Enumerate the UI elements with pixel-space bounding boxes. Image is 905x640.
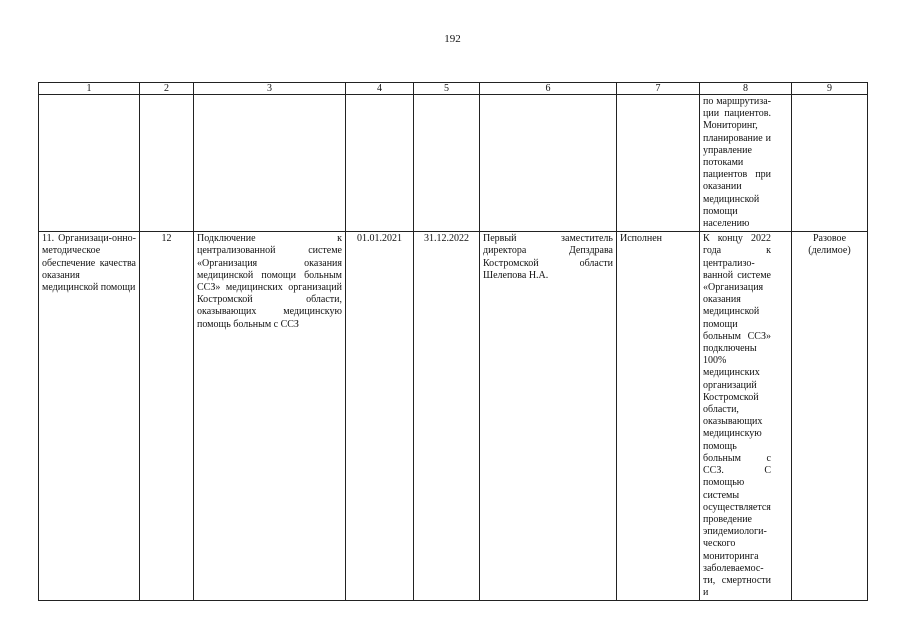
end-date-cell: 31.12.2022 [414,232,480,601]
header-cell-7: 7 [617,83,700,95]
header-cell-8: 8 [700,83,792,95]
table-row-continuation [39,95,868,232]
empty-cell [140,95,194,232]
start-date-cell: 01.01.2021 [346,232,414,601]
empty-cell [346,95,414,232]
type-cell: Разовое (делимое) [792,232,868,601]
empty-cell [792,95,868,232]
empty-cell [194,95,346,232]
header-cell-3: 3 [194,83,346,95]
status-cell: Исполнен [617,232,700,601]
continuation-text-cell: по маршрутиза-ции пациентов. Мониторинг, планирование и управление потоками пациентов при оказании медицинской помощи населению [700,95,792,232]
header-cell-9: 9 [792,83,868,95]
section-cell: 11. Организаци-онно-методическое обеспечение качества оказания медицинской помощи [39,232,140,601]
header-cell-4: 4 [346,83,414,95]
empty-cell [39,95,140,232]
responsible-cell: Первый заместитель директора Депздрава Костромской области Шелепова Н.А. [480,232,617,601]
header-cell-1: 1 [39,83,140,95]
empty-cell [480,95,617,232]
page-number: 192 [444,33,461,45]
header-cell-2: 2 [140,83,194,95]
table-header-row [39,83,868,95]
measure-description-cell: Подключение к централизованной системе «Организация оказания медицинской помощи больным ССЗ» медицинских организаций Костромской области, оказывающих медицинскую помощь больным с ССЗ [194,232,346,601]
table-row [39,232,868,601]
report-table [38,82,868,601]
item-number-cell: 12 [140,232,194,601]
header-cell-5: 5 [414,83,480,95]
header-cell-6: 6 [480,83,617,95]
empty-cell [414,95,480,232]
result-description-cell: К концу 2022 года к централизо-ванной системе «Организация оказания медицинской помощи больным ССЗ» подключены 100% медицинских организаций Костромской области, оказывающих медицинскую помощь больным с ССЗ. С помощью системы осуществляется проведение эпидемиологи-ческого мониторинга заболеваемос-ти, смертности и [700,232,792,601]
empty-cell [617,95,700,232]
